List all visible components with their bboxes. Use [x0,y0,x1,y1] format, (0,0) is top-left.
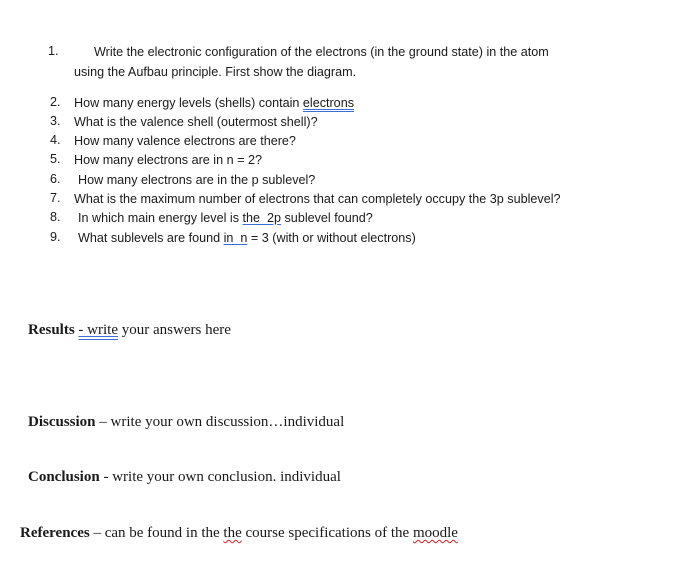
grammar-mark: electrons [302,96,354,110]
grammar-mark: in n [223,231,248,245]
item-number-3: 3. [50,114,61,128]
grammar-mark: - write [78,322,118,338]
spelling-mark: moodle [412,525,458,541]
item-1-text-line2: using the Aufbau principle. First show the diagram. [74,65,357,79]
item-9-text: What sublevels are found in n = 3 (with or without electrons) [78,231,416,245]
item-1-text-line1: Write the electronic configuration of the electrons (in the ground state) in the atom [94,45,549,59]
references-section: References – can be found in the the course specifications of the moodle [20,525,458,541]
item-4-text: How many valence electrons are there? [74,134,296,148]
item-number-1: 1. [48,44,59,58]
results-section: Results - write your answers here [28,322,231,338]
item-8-text: In which main energy level is the 2p sublevel found? [78,211,373,225]
item-number-6: 6. [50,172,61,186]
grammar-mark: the 2p [242,211,282,225]
item-number-4: 4. [50,133,61,147]
discussion-heading: Discussion [28,414,96,430]
results-heading: Results [28,322,75,338]
item-5-text: How many electrons are in n = 2? [74,153,262,167]
item-number-9: 9. [50,230,61,244]
conclusion-heading: Conclusion [28,469,100,485]
references-heading: References [20,525,90,541]
item-2-text: How many energy levels (shells) contain electrons [74,96,354,110]
spelling-mark: the [223,525,242,541]
discussion-section: Discussion – write your own discussion…individual [28,414,345,430]
conclusion-section: Conclusion - write your own conclusion. individual [28,469,341,485]
item-6-text: How many electrons are in the p sublevel? [78,173,316,187]
item-number-2: 2. [50,95,61,109]
item-7-text: What is the maximum number of electrons that can completely occupy the 3p sublevel? [74,192,561,206]
item-number-8: 8. [50,210,61,224]
item-number-7: 7. [50,191,61,205]
item-number-5: 5. [50,152,61,166]
item-3-text: What is the valence shell (outermost shell)? [74,115,318,129]
